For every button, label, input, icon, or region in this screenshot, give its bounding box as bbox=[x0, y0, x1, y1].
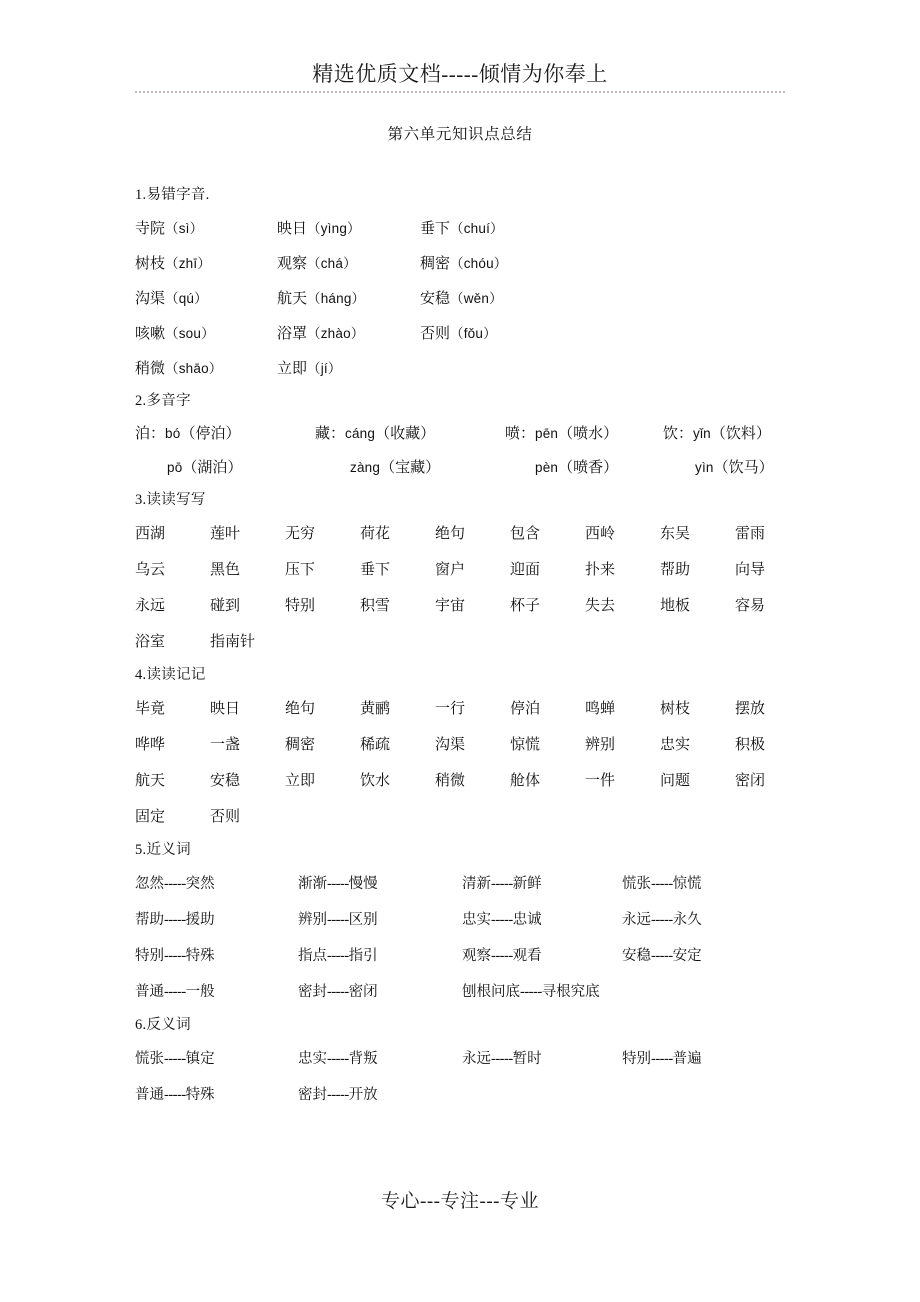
word-cell: 航天 bbox=[135, 773, 166, 789]
polyphone-entry: pèn（喷香） bbox=[535, 460, 619, 476]
synonym-pair: 特别-----特殊 bbox=[135, 948, 215, 964]
synonym-row bbox=[135, 938, 835, 974]
polyphone-entry: 饮：yǐn（饮料） bbox=[663, 426, 771, 442]
word-cell: 西岭 bbox=[585, 526, 616, 542]
synonym-pair: 永远-----永久 bbox=[622, 912, 702, 928]
word-cell: 安稳 bbox=[210, 773, 241, 789]
section-3-grid bbox=[135, 516, 835, 660]
page-title: 第六单元知识点总结 bbox=[387, 126, 533, 143]
synonym-pair: 清新-----新鲜 bbox=[462, 876, 542, 892]
word-cell: 摆放 bbox=[735, 701, 766, 717]
pinyin-cell: 寺院（sì） bbox=[135, 221, 204, 237]
word-cell: 永远 bbox=[135, 598, 166, 614]
word-cell: 舱体 bbox=[510, 773, 541, 789]
word-cell: 固定 bbox=[135, 809, 166, 825]
synonym-pair: 普通-----一般 bbox=[135, 984, 215, 1000]
synonym-row bbox=[135, 974, 835, 1010]
word-cell: 压下 bbox=[285, 562, 316, 578]
pinyin-cell: 立即（jí） bbox=[277, 361, 342, 377]
section-2-rows bbox=[135, 417, 835, 485]
word-row bbox=[135, 763, 835, 799]
pinyin-row bbox=[135, 246, 835, 281]
word-cell: 包含 bbox=[510, 526, 541, 542]
pinyin-cell: 否则（fǒu） bbox=[420, 326, 497, 342]
word-cell: 扑来 bbox=[585, 562, 616, 578]
synonym-pair: 帮助-----援助 bbox=[135, 912, 215, 928]
word-cell: 树枝 bbox=[660, 701, 691, 717]
pinyin-cell: 观察（chá） bbox=[277, 256, 357, 272]
word-cell: 密闭 bbox=[735, 773, 766, 789]
pinyin-row bbox=[135, 316, 835, 351]
synonym-pair: 刨根问底-----寻根究底 bbox=[462, 984, 600, 1000]
section-6-pairs bbox=[135, 1041, 835, 1113]
synonym-pair: 辨别-----区别 bbox=[298, 912, 378, 928]
word-cell: 地板 bbox=[660, 598, 691, 614]
word-cell: 宇宙 bbox=[435, 598, 466, 614]
word-cell: 绝句 bbox=[435, 526, 466, 542]
polyphone-entry: 藏：cáng（收藏） bbox=[315, 426, 436, 442]
antonym-pair: 忠实-----背叛 bbox=[298, 1051, 378, 1067]
header-divider-rule bbox=[135, 91, 785, 95]
word-cell: 毕竟 bbox=[135, 701, 166, 717]
polyphone-entry: 喷：pēn（喷水） bbox=[505, 426, 619, 442]
document-body bbox=[135, 180, 835, 1113]
word-cell: 映日 bbox=[210, 701, 241, 717]
word-cell: 碰到 bbox=[210, 598, 241, 614]
section-heading-5: 5.近义词 bbox=[135, 842, 191, 858]
word-cell: 西湖 bbox=[135, 526, 166, 542]
polyphone-row-bottom bbox=[135, 451, 835, 485]
word-cell: 浴室 bbox=[135, 634, 166, 650]
word-row bbox=[135, 691, 835, 727]
word-cell: 问题 bbox=[660, 773, 691, 789]
word-cell: 黄鹂 bbox=[360, 701, 391, 717]
word-cell: 绝句 bbox=[285, 701, 316, 717]
pinyin-cell: 沟渠（qú） bbox=[135, 291, 208, 307]
word-cell: 指南针 bbox=[210, 634, 256, 650]
pinyin-cell: 映日（yìng） bbox=[277, 221, 361, 237]
word-cell: 鸣蝉 bbox=[585, 701, 616, 717]
word-cell: 窗户 bbox=[435, 562, 466, 578]
running-header bbox=[0, 58, 920, 88]
antonym-pair: 密封-----开放 bbox=[298, 1087, 378, 1103]
word-cell: 向导 bbox=[735, 562, 766, 578]
section-5-pairs bbox=[135, 866, 835, 1010]
word-cell: 稀疏 bbox=[360, 737, 391, 753]
pinyin-cell: 垂下（chuí） bbox=[420, 221, 504, 237]
pinyin-cell: 稍微（shāo） bbox=[135, 361, 223, 377]
antonym-pair: 永远-----暂时 bbox=[462, 1051, 542, 1067]
pinyin-row bbox=[135, 351, 835, 386]
synonym-row bbox=[135, 866, 835, 902]
polyphone-entry: yìn（饮马） bbox=[695, 460, 774, 476]
word-cell: 一盏 bbox=[210, 737, 241, 753]
word-cell: 忠实 bbox=[660, 737, 691, 753]
word-cell: 荷花 bbox=[360, 526, 391, 542]
antonym-pair: 特别-----普遍 bbox=[622, 1051, 702, 1067]
word-cell: 辨别 bbox=[585, 737, 616, 753]
word-row bbox=[135, 624, 835, 660]
word-row bbox=[135, 552, 835, 588]
word-cell: 雷雨 bbox=[735, 526, 766, 542]
polyphone-entry: zàng（宝藏） bbox=[350, 460, 441, 476]
word-cell: 垂下 bbox=[360, 562, 391, 578]
section-heading-3: 3.读读写写 bbox=[135, 492, 206, 508]
pinyin-cell: 航天（háng） bbox=[277, 291, 366, 307]
running-header-text: 精选优质文档-----倾情为你奉上 bbox=[312, 62, 608, 86]
section-heading-6: 6.反义词 bbox=[135, 1017, 191, 1033]
word-cell: 失去 bbox=[585, 598, 616, 614]
section-heading-2: 2.多音字 bbox=[135, 393, 191, 409]
word-cell: 饮水 bbox=[360, 773, 391, 789]
word-cell: 积雪 bbox=[360, 598, 391, 614]
word-cell: 稠密 bbox=[285, 737, 316, 753]
polyphone-entry: 泊：bó（停泊） bbox=[135, 426, 241, 442]
synonym-pair: 渐渐-----慢慢 bbox=[298, 876, 378, 892]
synonym-row bbox=[135, 902, 835, 938]
synonym-pair: 安稳-----安定 bbox=[622, 948, 702, 964]
section-1-rows bbox=[135, 211, 835, 386]
word-cell: 停泊 bbox=[510, 701, 541, 717]
synonym-pair: 忽然-----突然 bbox=[135, 876, 215, 892]
section-4-grid bbox=[135, 691, 835, 835]
word-cell: 黑色 bbox=[210, 562, 241, 578]
running-footer: 专心---专注---专业 bbox=[381, 1191, 539, 1212]
antonym-pair: 慌张-----镇定 bbox=[135, 1051, 215, 1067]
synonym-pair: 密封-----密闭 bbox=[298, 984, 378, 1000]
synonym-pair: 观察-----观看 bbox=[462, 948, 542, 964]
section-heading-4: 4.读读记记 bbox=[135, 667, 206, 683]
word-cell: 乌云 bbox=[135, 562, 166, 578]
polyphone-row-top bbox=[135, 417, 835, 451]
section-heading-1: 1.易错字音. bbox=[135, 187, 210, 203]
word-cell: 一件 bbox=[585, 773, 616, 789]
word-cell: 杯子 bbox=[510, 598, 541, 614]
word-cell: 一行 bbox=[435, 701, 466, 717]
pinyin-row bbox=[135, 281, 835, 316]
pinyin-row bbox=[135, 211, 835, 246]
pinyin-cell: 稠密（chóu） bbox=[420, 256, 508, 272]
antonym-pair: 普通-----特殊 bbox=[135, 1087, 215, 1103]
word-cell: 东吴 bbox=[660, 526, 691, 542]
word-cell: 容易 bbox=[735, 598, 766, 614]
polyphone-entry: pō（湖泊） bbox=[167, 460, 243, 476]
pinyin-cell: 树枝（zhī） bbox=[135, 256, 212, 272]
word-cell: 哗哗 bbox=[135, 737, 166, 753]
word-cell: 积极 bbox=[735, 737, 766, 753]
word-cell: 莲叶 bbox=[210, 526, 241, 542]
pinyin-cell: 安稳（wěn） bbox=[420, 291, 503, 307]
word-cell: 立即 bbox=[285, 773, 316, 789]
word-row bbox=[135, 799, 835, 835]
word-cell: 惊慌 bbox=[510, 737, 541, 753]
word-cell: 迎面 bbox=[510, 562, 541, 578]
word-cell: 帮助 bbox=[660, 562, 691, 578]
synonym-pair: 慌张-----惊慌 bbox=[622, 876, 702, 892]
pinyin-cell: 浴罩（zhào） bbox=[277, 326, 365, 342]
word-cell: 否则 bbox=[210, 809, 241, 825]
word-cell: 稍微 bbox=[435, 773, 466, 789]
antonym-row bbox=[135, 1077, 835, 1113]
word-row bbox=[135, 516, 835, 552]
word-row bbox=[135, 727, 835, 763]
antonym-row bbox=[135, 1041, 835, 1077]
pinyin-cell: 咳嗽（sou） bbox=[135, 326, 215, 342]
word-cell: 沟渠 bbox=[435, 737, 466, 753]
synonym-pair: 指点-----指引 bbox=[298, 948, 378, 964]
synonym-pair: 忠实-----忠诚 bbox=[462, 912, 542, 928]
word-cell: 特别 bbox=[285, 598, 316, 614]
word-cell: 无穷 bbox=[285, 526, 316, 542]
word-row bbox=[135, 588, 835, 624]
